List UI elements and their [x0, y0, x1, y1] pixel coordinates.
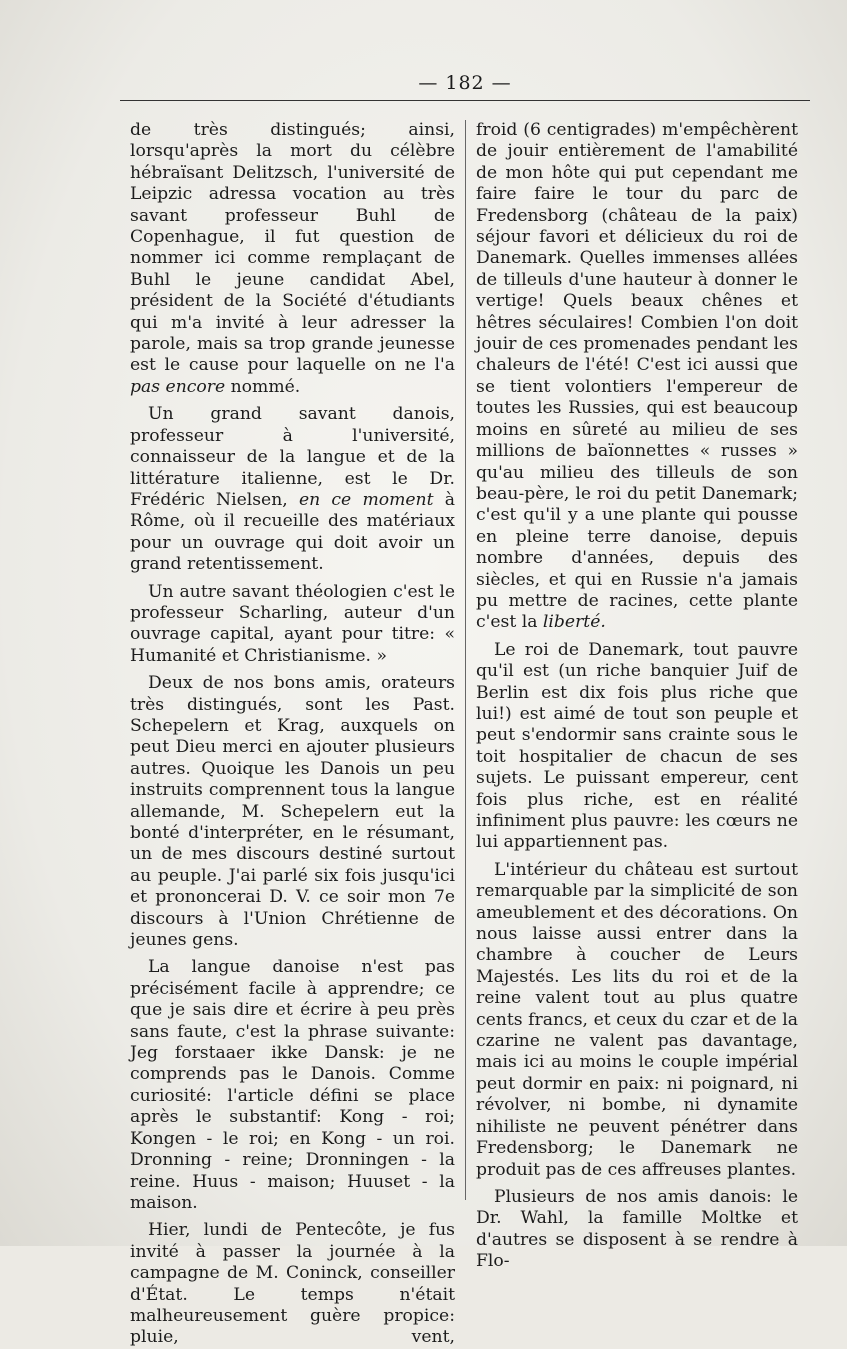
- paragraph: [130, 404, 455, 575]
- paragraph: Le roi de Danemark, tout pauvre qu'il est (un riche banquier Juif de Berlin est dix fois plus riche que lui!) est aimé de tout son peuple et peut s'endormir sans crainte sous le toit hospitalier de chacun de ses sujets. Le puissant empereur, cent fois plus riche, est en réalité infiniment plus pauvre: les cœurs ne lui appartiennent pas.: [476, 639, 798, 853]
- italic-text: liberté.: [542, 612, 606, 633]
- left-column: [130, 120, 455, 1349]
- page-number: — 182 —: [418, 72, 512, 94]
- paragraph: L'intérieur du château est surtout remarquable par la simplicité de son ameublement et des décorations. On nous laisse aussi entrer dans la chambre à coucher de Leurs Majestés. Les lits du roi et de la reine valent tout au plus quatre cents francs, et ceux du czar et de la czarine ne valent pas davantage, mais ici au moins le couple impérial peut dormir en paix: ni poignard, ni révolver, ni bombe, ni dynamite nihiliste ne peuvent pénétrer dans Fredensborg; le Danemark ne produit pas de ces affreuses plantes.: [476, 859, 798, 1180]
- paragraph-text: à Rôme, où il recueille des matériaux pour un ouvrage qui doit avoir un grand retentissement.: [130, 489, 456, 575]
- paragraph: [476, 120, 798, 634]
- paragraph-text: nommé.: [225, 376, 301, 397]
- paragraph-text: froid (6 centigrades) m'empêchèrent de jouir entièrement de l'amabilité de mon hôte qui put cependant me faire faire le tour du parc de Fredensborg (château de la paix) séjour favori et délicieux du roi de Danemark. Quelles immenses allées de tilleuls d'une hauteur à donner le vertige! Quels beaux chênes et hêtres séculaires! Combien l'on doit jouir de ces promenades pendant les chaleurs de l'été! C'est ici aussi que se tient volontiers l'empereur de toutes les Russies, qui est beaucoup moins en sûreté au milieu de ses millions de baïonnettes « russes » qu'au milieu des tilleuls de son beau-père, le roi du petit Danemark; c'est qu'il y a une plante qui pousse en pleine terre danoise, depuis nombre d'années, depuis des siècles, et qui en Russie n'a jamais pu mettre de racines, cette plante c'est la: [476, 120, 798, 633]
- right-column: [476, 120, 798, 1273]
- paragraph-text: Un grand savant danois, professeur à l'université, connaisseur de la langue et de la littérature italienne, est le Dr. Frédéric Nielsen,: [130, 404, 455, 510]
- paragraph: Deux de nos bons amis, orateurs très distingués, sont les Past. Schepelern et Krag, auxquels on peut Dieu merci en ajouter plusieurs autres. Quoique les Danois un peu instruits comprennent tous la langue allemande, M. Schepelern eut la bonté d'interpréter, en le résumant, un de mes discours destiné surtout au peuple. J'ai parlé six fois jusqu'ici et prononcerai D. V. ce soir mon 7e discours à l'Union Chrétienne de jeunes gens.: [130, 673, 455, 951]
- italic-text: pas encore: [130, 376, 226, 397]
- paragraph-text: de très distingués; ainsi, lorsqu'après la mort du célèbre hébraïsant Delitzsch, l'université de Leipzic adressa vocation au très savant professeur Buhl de Copenhague, il fut question de nommer ici comme remplaçant de Buhl le jeune candidat Abel, président de la Société d'étudiants qui m'a invité à leur adresser la parole, mais sa trop grande jeunesse est le cause pour laquelle on ne l'a: [130, 120, 455, 376]
- paragraph: Plusieurs de nos amis danois: le Dr. Wahl, la famille Moltke et d'autres se disposent à se rendre à Flo-: [476, 1186, 798, 1272]
- paragraph: Un autre savant théologien c'est le professeur Scharling, auteur d'un ouvrage capital, ayant pour titre: « Humanité et Christianisme. »: [130, 581, 455, 666]
- page-header: [120, 70, 810, 101]
- column-divider: [465, 120, 466, 1200]
- paragraph: Hier, lundi de Pentecôte, je fus invité à passer la journée à la campagne de M. Coninck, conseiller d'État. Le temps n'était malheureusement guère propice: pluie, vent,: [130, 1220, 455, 1348]
- italic-text: en ce moment: [298, 489, 434, 510]
- paragraph: La langue danoise n'est pas précisément facile à apprendre; ce que je sais dire et écrire à peu près sans faute, c'est la phrase suivante: Jeg forstaaer ikke Dansk: je ne comprends pas le Danois. Comme curiosité: l'article défini se place après le substantif: Kong - roi; Kongen - le roi; en Kong - un roi. Dronning - reine; Dronningen - la reine. Huus - maison; Huuset - la maison.: [130, 957, 455, 1213]
- paragraph: [130, 120, 455, 398]
